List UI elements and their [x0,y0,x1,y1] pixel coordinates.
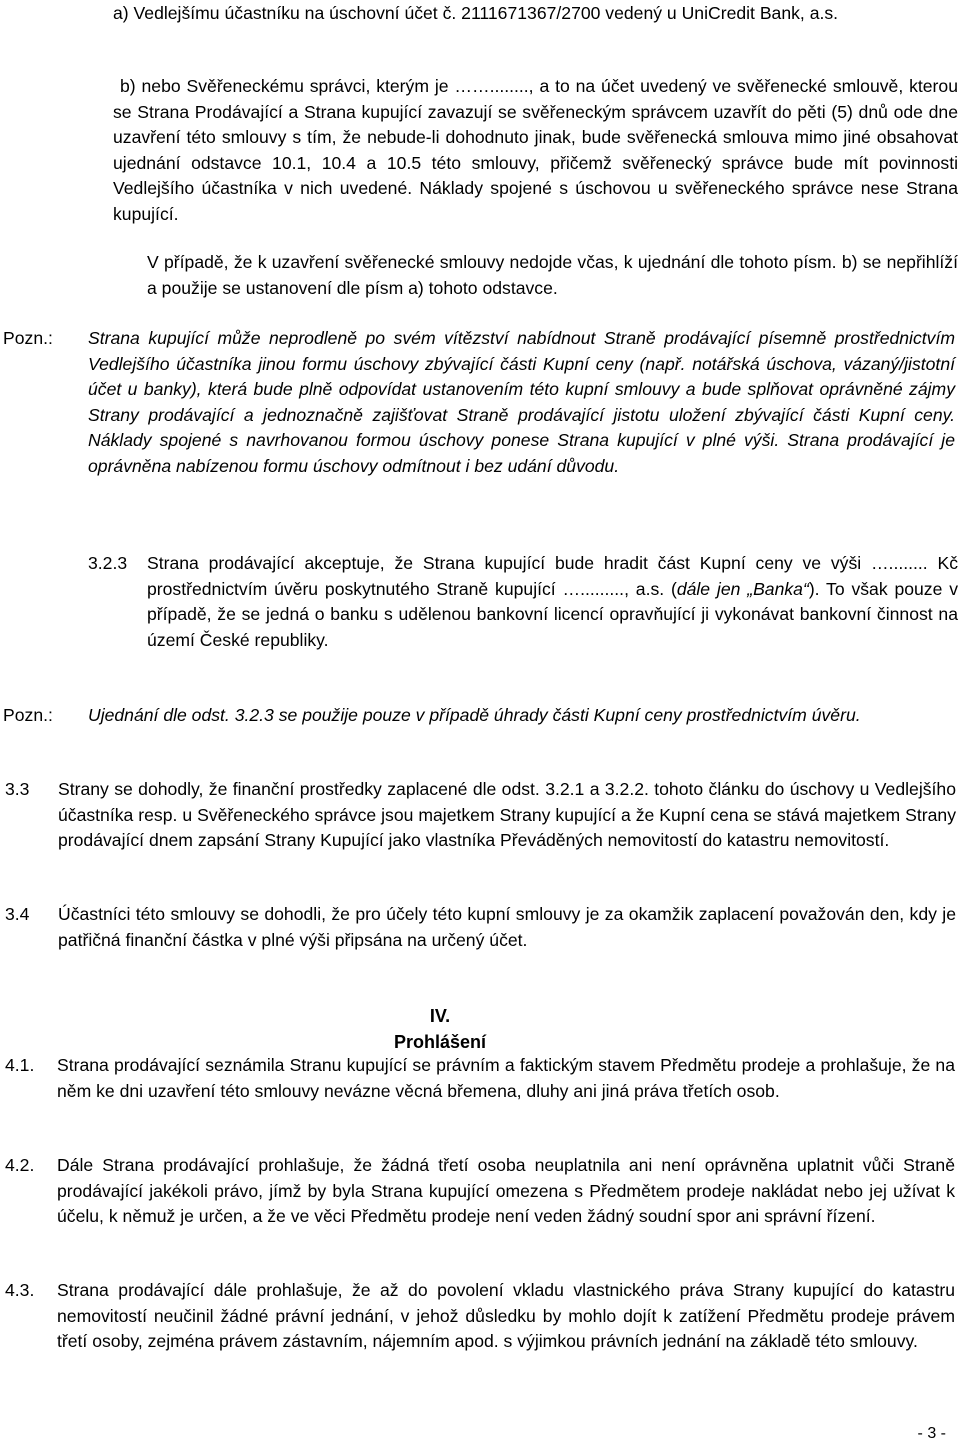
section-4-1-text: Strana prodávající seznámila Stranu kupující se právním a faktickým stavem Předmětu prodeje a prohlašuje, že na něm ke dni uzavření této smlouvy nevázne věcná břemena, dluhy ani jiná práva třetích osob. [57,1055,955,1101]
note-label-2: Pozn.: [3,705,53,725]
section-number-3-2-3: 3.2.3 [88,553,128,573]
item-b-first-line: b) nebo Svěřeneckému správci, kterým je ……........, a to na účet uvedený ve svěřenecké smlouvě, kterou se Strana Prodávající a Strana kupující zavazují se svěřeneckým správcem uzavřít do pěti (5) dnů ode dne uzavření této smlouvy s tím, že nebude-li dohodnuto jinak, bude svěřenecká smlouva mimo jiné obsahovat ujednání odstavce 10.1, 10.4 a 10.5 této smlouvy, přičemž svěřenecký správce bude mít povinnosti Vedlejšího účastníka v nich uvedené. Náklady spojené s úschovou u svěřeneckého správce nese Strana kupující. [113,76,958,224]
note-text-2: Ujednání dle odst. 3.2.3 se použije pouze v případě úhrady části Kupní ceny prostřednictvím úvěru. [88,705,861,725]
paragraph-item-b-continuation: V případě, že k uzavření svěřenecké smlouvy nedojde včas, k ujednání dle tohoto písm. b) se nepřihlíží a použije se ustanovení dle písm a) tohoto odstavce. [147,252,958,298]
section-number-3-3: 3.3 [5,779,30,799]
article-number: IV. [429,1006,451,1026]
section-4-2-text: Dále Strana prodávající prohlašuje, že žádná třetí osoba neuplatnila ani není oprávněna uplatnit vůči Straně prodávající jakékoli právo, jímž by byla Strana kupující omezena s Předmětem prodeje nakládat nebo jej užívat k účelu, k němuž je určen, a že ve věci Předmětu prodeje není veden žádný soudní spor ani správní řízení. [57,1155,955,1227]
section-3-2-3-text [147,551,958,653]
paragraph-item-a: a) Vedlejšímu účastníku na úschovní účet č. 2111671367/2700 vedený u UniCredit Bank, a.s. [113,3,839,23]
section-3-3-text: Strany se dohodly, že finanční prostředky zaplacené dle odst. 3.2.1 a 3.2.2. tohoto článku do úschovy u Vedlejšího účastníka resp. u Svěřeneckého správce jsou majetkem Strany kupující a že Kupní cena se stává majetkem Strany prodávající dnem zapsání Strany Kupující jako vlastníka Převáděných nemovitostí do katastru nemovitostí. [58,779,956,851]
section-number-4-2: 4.2. [5,1155,35,1175]
note-label: Pozn.: [3,328,53,348]
section-number-4-3: 4.3. [5,1280,35,1300]
article-title: Prohlášení [393,1032,487,1052]
section-number-3-4: 3.4 [5,904,30,924]
section-3-4-text: Účastníci této smlouvy se dohodli, že pro účely této kupní smlouvy je za okamžik zaplacení považován den, kdy je patřičná finanční částka v plné výši připsána na určený účet. [58,904,956,950]
section-number-4-1: 4.1. [5,1055,35,1075]
note-text: Strana kupující může neprodleně po svém vítězství nabídnout Straně prodávající písemně prostřednictvím Vedlejšího účastníka jinou formu úschovy zbývající části Kupní ceny (např. notářská úschova, vázaný/jistotní účet u banky), která bude plně odpovídat ustanovením této kupní smlouvy a bude splňovat oprávněné zájmy Strany prodávající a jednoznačně zajišťovat Straně prodávající jistotu uložení zbývající části Kupní ceny. Náklady spojené s navrhovanou formou úschovy ponese Strana kupující v plné výši. Strana prodávající je oprávněna nabízenou formu úschovy odmítnout i bez udání důvodu. [88,328,955,476]
page-number: - 3 - [917,1425,946,1442]
section-3-2-3-text-b: ). To však pouze v případě, že se jedná o banku s udělenou bankovní licencí opravňující ji vykonávat bankovní činnost na území České republiky. [147,578,958,650]
paragraph-item-b [113,74,958,228]
section-3-2-3-definition: dále jen „Banka“ [676,578,809,599]
section-3-2-3-text-a: Strana prodávající akceptuje, že Strana kupující bude hradit část Kupní ceny ve výši …........ Kč prostřednictvím úvěru poskytnutého Straně kupující …........., a.s. ( [147,553,958,599]
section-4-3-text: Strana prodávající dále prohlašuje, že až do povolení vkladu vlastnického práva Strany kupující do katastru nemovitostí neučinil žádné právní jednání, v jehož důsledku by mohlo dojít k zatížení Předmětu prodeje právem třetí osoby, zejména právem zástavním, nájemním apod. s výjimkou právních jednání na základě této smlouvy. [57,1280,955,1352]
